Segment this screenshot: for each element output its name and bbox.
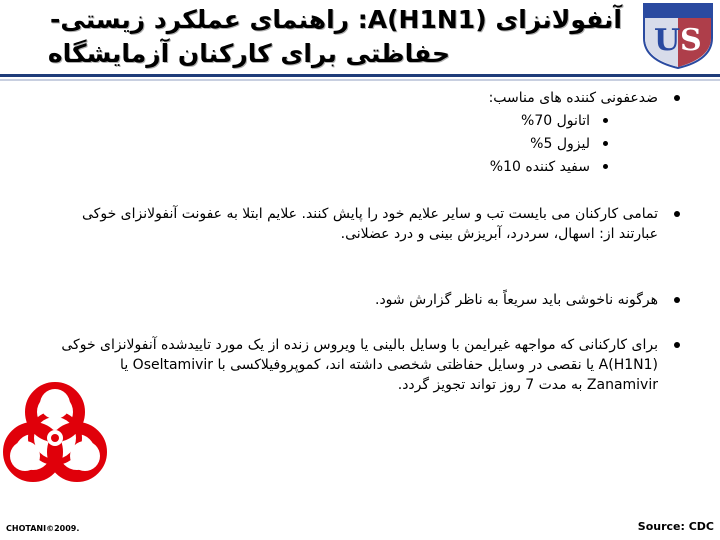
- source-footer: Source: CDC: [637, 520, 714, 533]
- list-item: [58, 134, 608, 154]
- bullet-prophylaxis: [58, 335, 680, 395]
- disinfectant-list: [58, 111, 658, 177]
- title-prefix: آنفولانزای: [486, 5, 622, 34]
- disinfectant-lysol: لیزول 5%: [530, 136, 590, 152]
- bullet-report-illness: [58, 290, 680, 310]
- bullet-dot: [674, 342, 680, 348]
- svg-text:U: U: [654, 23, 681, 58]
- bullet-text: تمامی کارکنان می بایست تب و سایر علایم خود را پایش کنند. علایم ابتلا به عفونت آنفولانزای خوکی عبارتند از: اسهال، سردرد، آبریزش بینی و درد عضلانی.: [82, 206, 658, 242]
- university-shield-logo: [640, 0, 716, 70]
- biohazard-icon: [0, 368, 110, 508]
- list-item: [58, 157, 608, 177]
- copyright-footer: CHOTANI©2009.: [6, 524, 80, 533]
- title-virus-name: A(H1N1): [367, 5, 487, 34]
- bullet-dot: [674, 297, 680, 303]
- bullet-text: هرگونه ناخوشی باید سریعاً به ناظر گزارش شود.: [375, 292, 658, 308]
- title-line-2: حفاظتی برای کارکنان آزمایشگاه: [47, 39, 450, 68]
- disinfectant-ethanol: اتانول 70%: [521, 113, 590, 129]
- svg-text:S: S: [680, 23, 702, 58]
- disinfectant-bleach: سفید کننده 10%: [489, 159, 590, 175]
- bullet-text: برای کارکنانی که مواجهه غیرایمن با وسایل بالینی یا ویروس زنده از یک مورد تاییدشده آنفولانزای خوکی (H1N1)A یا نقصی در وسایل حفاظتی شخصی داشته اند، کموپروفیلاکسی با Oseltamivir یا Zanamivir به مدت 7 روز تواند تجویز گردد.: [61, 337, 658, 393]
- bullet-dot: [674, 95, 680, 101]
- title-suffix: : راهنمای عملکرد زیستی-: [50, 5, 368, 34]
- bullet-text: ضدعفونی کننده های مناسب:: [488, 90, 658, 106]
- title-line-1: [50, 4, 622, 36]
- list-item: [58, 111, 608, 131]
- slide-title: [0, 0, 640, 76]
- title-rule: [0, 74, 720, 77]
- bullet-dot: [674, 211, 680, 217]
- bullet-disinfectants: [58, 88, 680, 180]
- title-rule-light: [0, 79, 720, 81]
- bullet-monitor-symptoms: [58, 204, 680, 244]
